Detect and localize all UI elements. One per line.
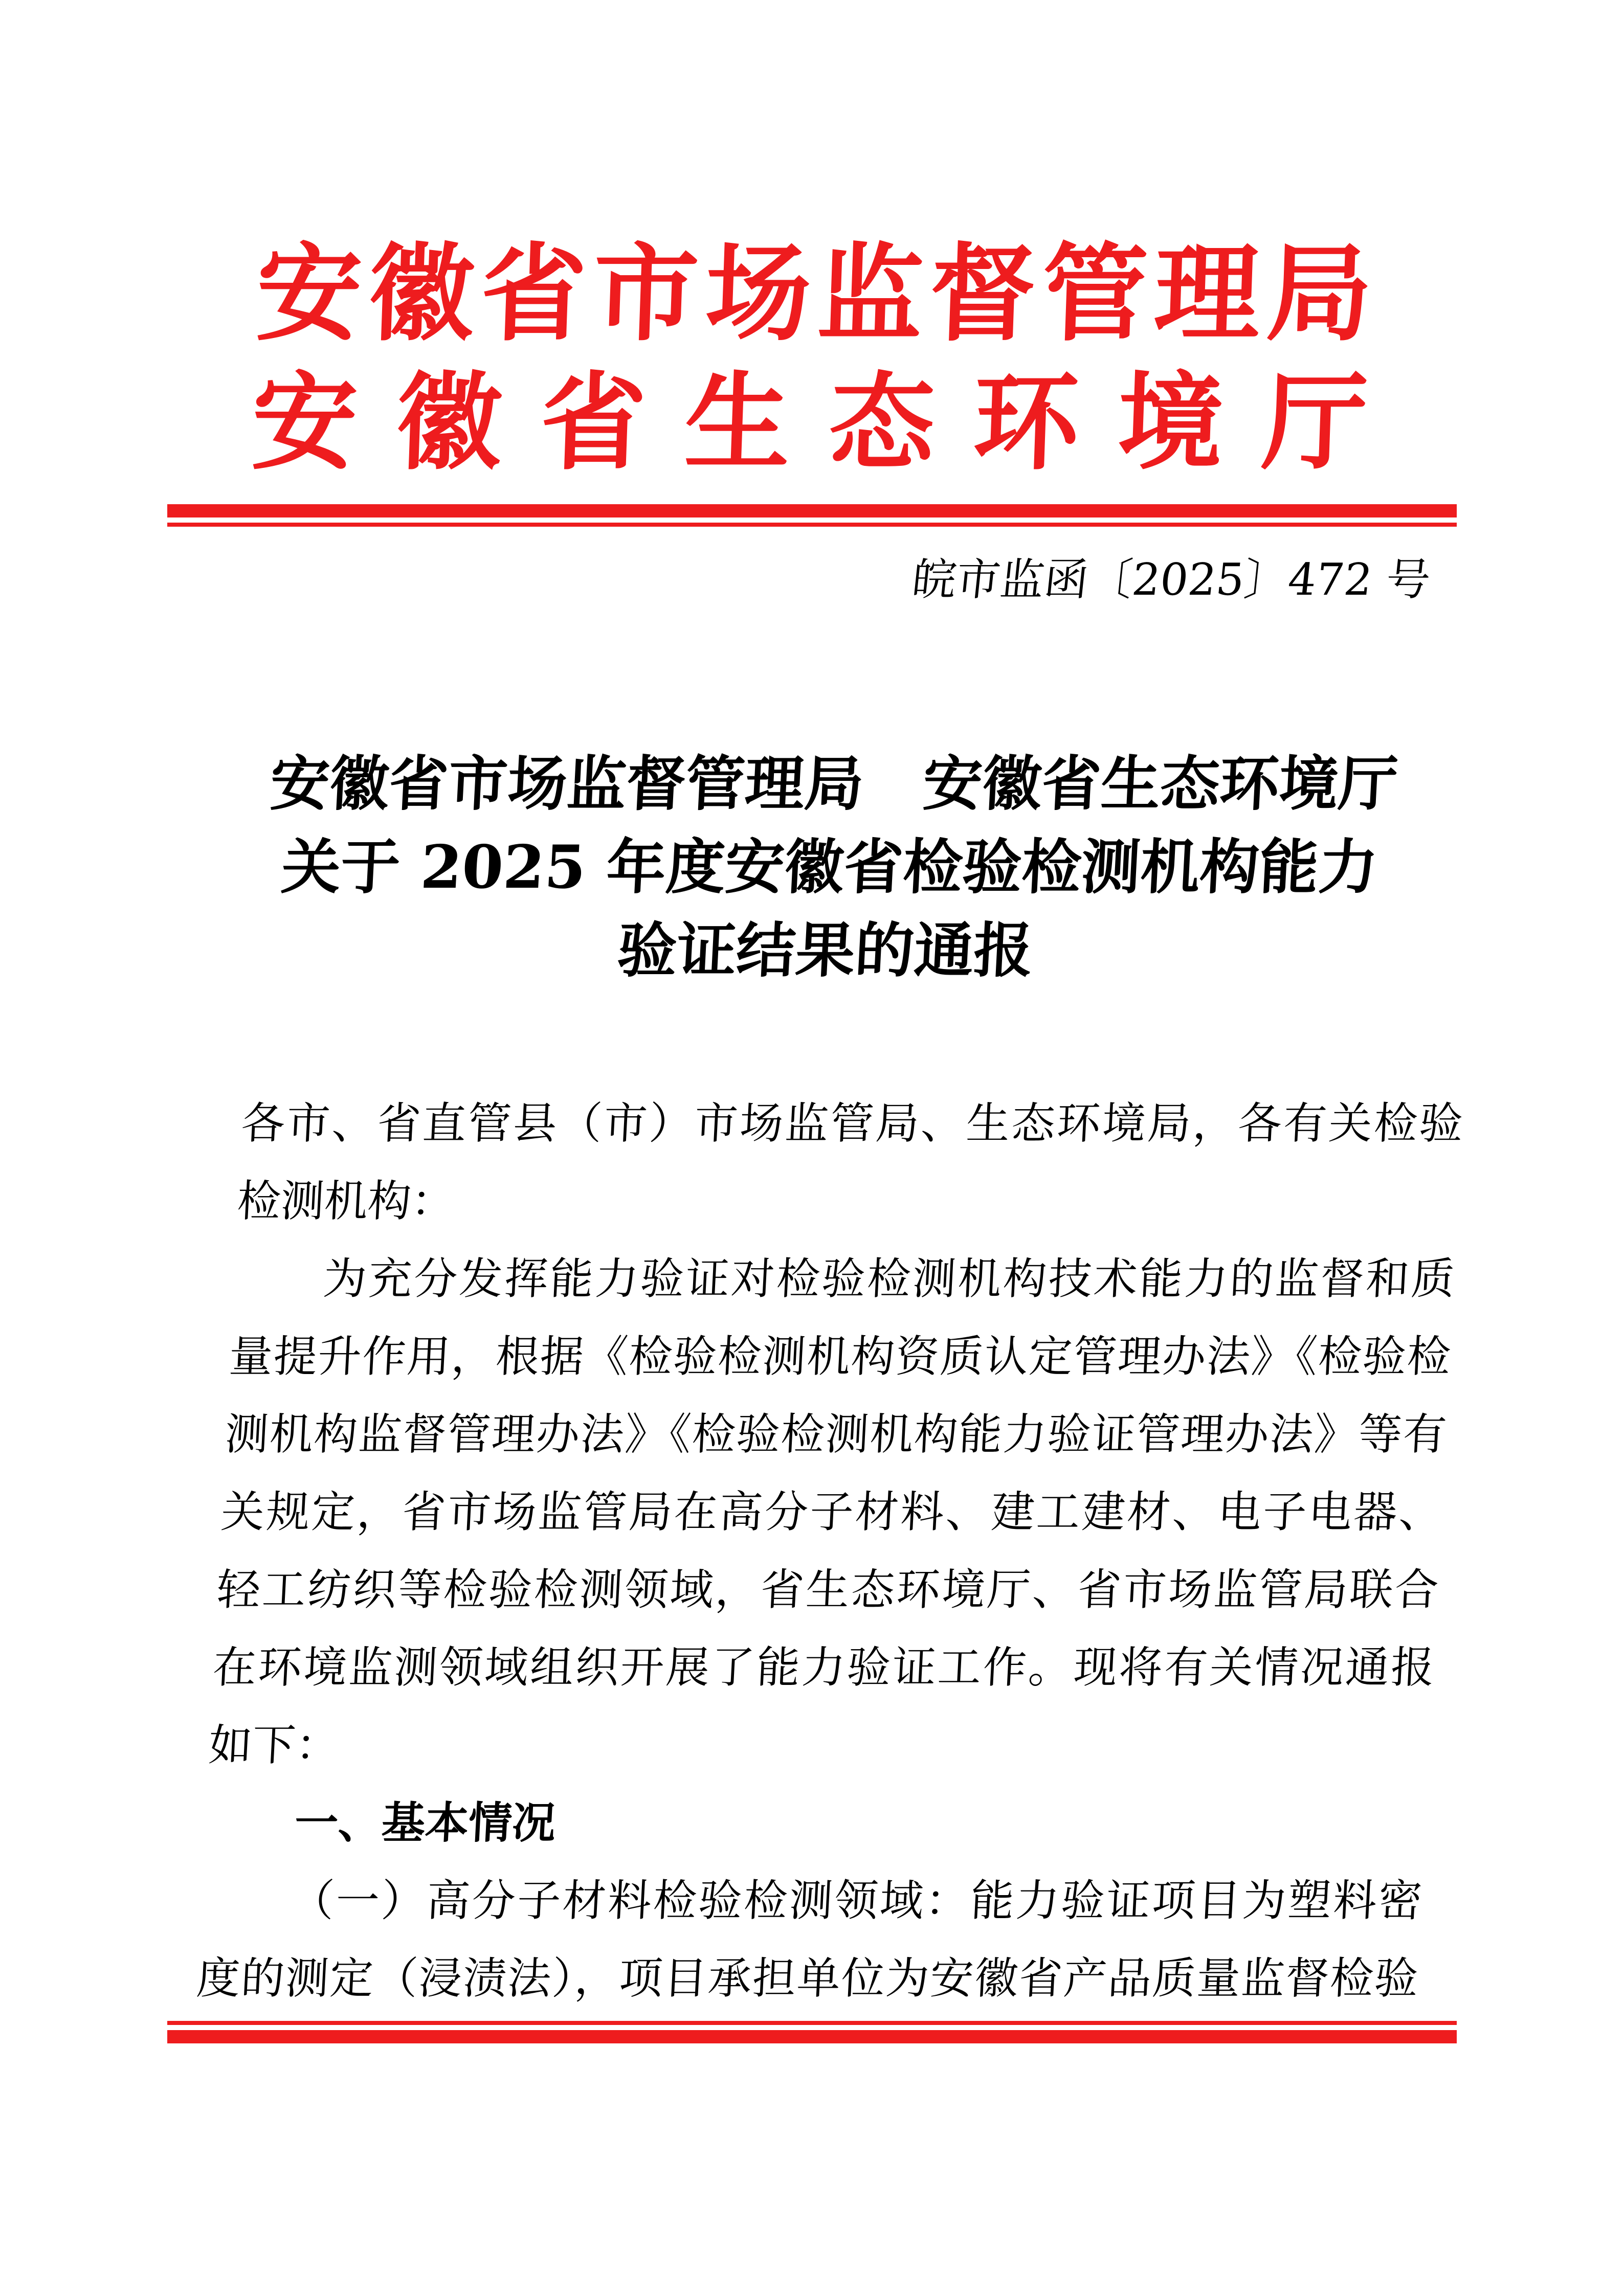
document-body xyxy=(194,1085,1465,2018)
body-line-4: 量提升作用，根据《检验检测机构资质认定管理办法》《检验检 xyxy=(228,1332,1452,1382)
body-line-1: 各市、省直管县（市）市场监管局、生态环境局，各有关检验 xyxy=(240,1098,1464,1149)
body-line-8: 在环境监测领域组织开展了能力验证工作。现将有关情况通报 xyxy=(211,1642,1436,1693)
body-line-5: 测机构监督管理办法》《检验检测机构能力验证管理办法》等有 xyxy=(224,1409,1448,1460)
title-line-2: 关于 2025 年度安徽省检验检测机构能力 xyxy=(279,832,1380,902)
separator-thin-bar xyxy=(167,2021,1457,2025)
title-line-1: 安徽省市场监督管理局 安徽省生态环境厅 xyxy=(269,749,1400,819)
document-title xyxy=(212,742,1447,993)
letterhead-org-line-1: 安徽省市场监督管理局 xyxy=(254,232,1374,355)
body-line-3: 为充分发挥能力验证对检验检测机构技术能力的监督和质 xyxy=(322,1254,1456,1304)
body-line-12: 度的测定（浸渍法），项目承担单位为安徽省产品质量监督检验 xyxy=(195,1953,1419,2004)
section-heading-basic-info: 一、基本情况 xyxy=(293,1798,557,1849)
body-line-2: 检测机构： xyxy=(236,1176,456,1227)
doc-reference-number: 皖市监函〔2025〕472 号 xyxy=(909,554,1433,605)
letterhead-org-line-2: 安徽省生态环境厅 xyxy=(250,361,1370,484)
separator-thick-bar xyxy=(167,2030,1457,2043)
separator-thin-bar xyxy=(167,523,1457,527)
title-line-3: 验证结果的通报 xyxy=(615,916,1035,985)
letterhead xyxy=(250,229,1374,487)
separator-thick-bar xyxy=(167,504,1457,517)
body-line-6: 关规定，省市场监管局在高分子材料、建工建材、电子电器、 xyxy=(219,1487,1444,1538)
separator-gap xyxy=(167,517,1457,523)
body-line-11: （一）高分子材料检验检测领域：能力验证项目为塑料密 xyxy=(289,1876,1423,1926)
body-line-7: 轻工纺织等检验检测领域，省生态环境厅、省市场监管局联合 xyxy=(215,1565,1440,1615)
red-separator-top xyxy=(167,504,1457,527)
body-line-9: 如下： xyxy=(207,1720,341,1771)
separator-gap xyxy=(167,2025,1457,2030)
red-separator-bottom xyxy=(167,2021,1457,2043)
